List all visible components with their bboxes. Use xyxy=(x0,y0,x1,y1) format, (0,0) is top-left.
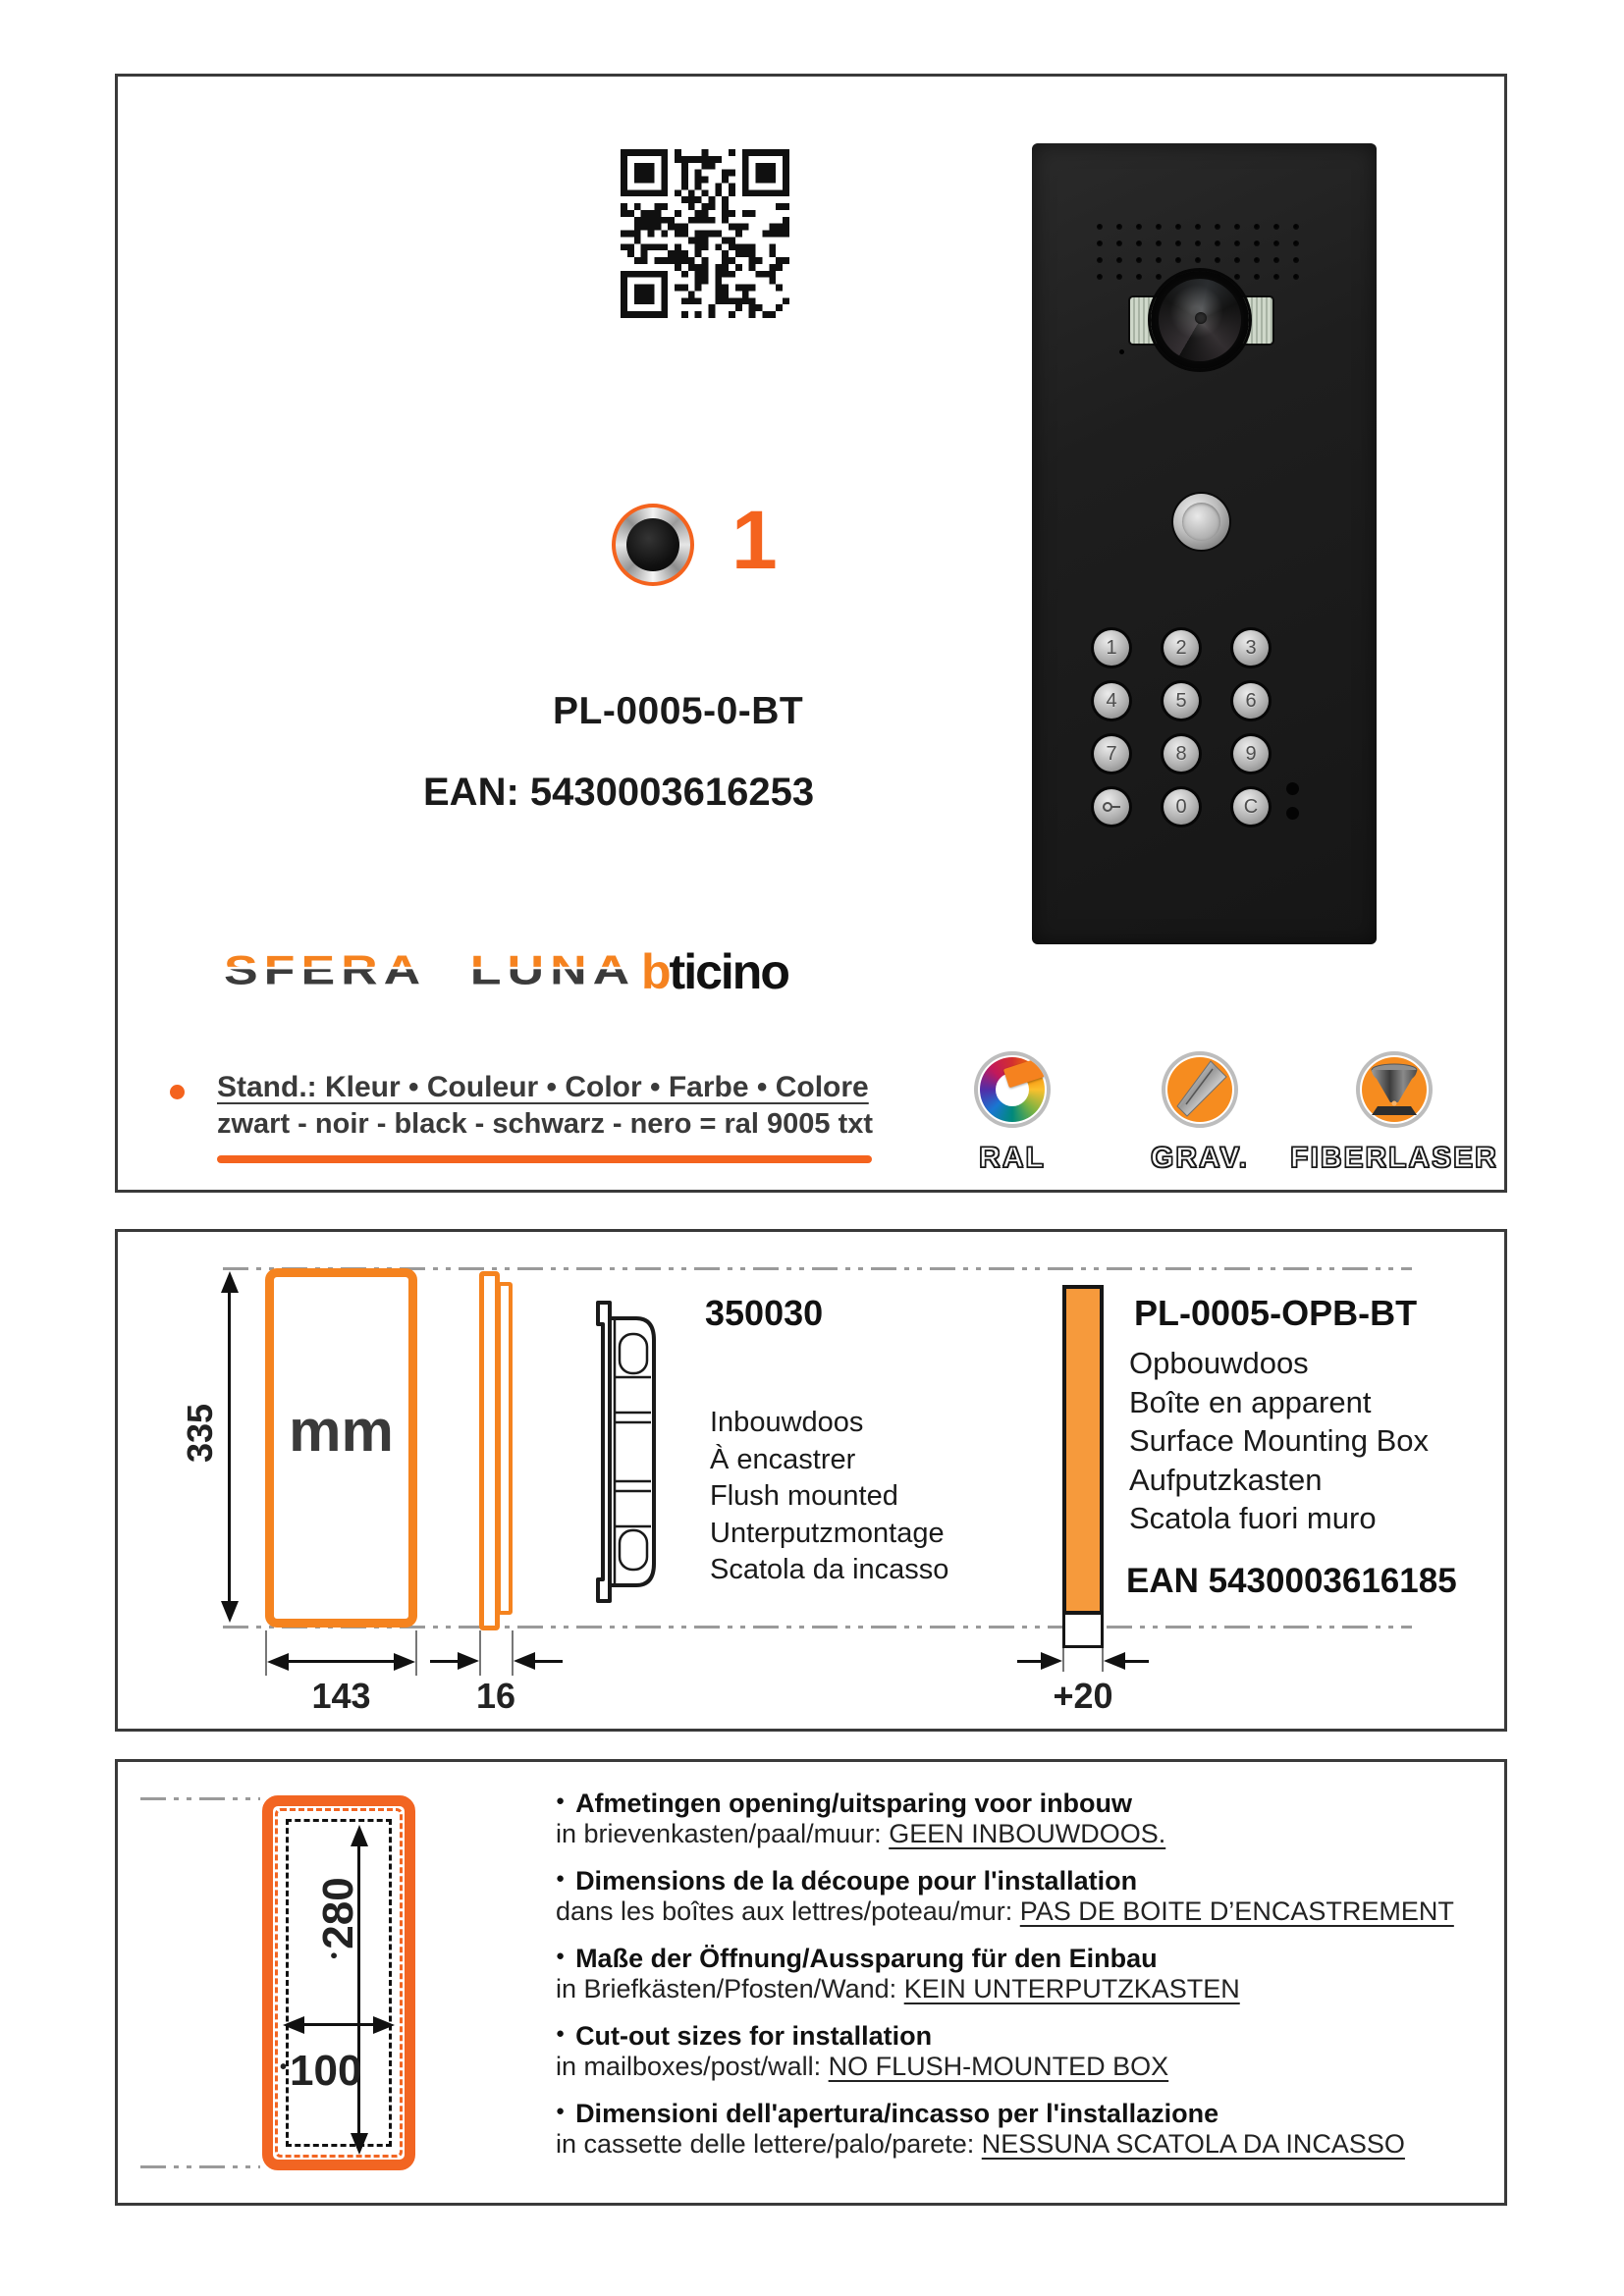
note-title: ● Afmetingen opening/uitsparing voor inbouw xyxy=(556,1789,1133,1818)
bticino-rest: ticino xyxy=(669,944,788,999)
flush-box-descriptions xyxy=(710,1405,948,1589)
keypad-button-8 xyxy=(1164,736,1199,772)
surface-arrow-stub xyxy=(1017,1660,1041,1663)
bullet-icon: ● xyxy=(556,1948,566,1964)
cutout-width-arrow xyxy=(283,2015,395,2035)
note-it xyxy=(556,2096,1479,2160)
note-sub: in mailboxes/post/wall: NO FLUSH-MOUNTED BOX xyxy=(556,2052,1169,2081)
flush-line: Unterputzmontage xyxy=(710,1517,945,1549)
note-en xyxy=(556,2018,1479,2082)
flush-line: Flush mounted xyxy=(710,1480,898,1513)
cutout-height-label: •280 xyxy=(314,1877,362,1959)
engraving-tool-icon xyxy=(1169,1059,1230,1120)
surface-line: Boîte en apparent xyxy=(1129,1384,1372,1419)
flush-line: À encastrer xyxy=(710,1443,856,1475)
flush-line: Scatola da incasso xyxy=(710,1554,949,1586)
note-sub: in cassette delle lettere/palo/parete: NESSUNA SCATOLA DA INCASSO xyxy=(556,2129,1405,2159)
height-dimension-label: 335 xyxy=(180,1403,220,1464)
color-standard-value: zwart - noir - black - schwarz - nero = ral 9005 txt xyxy=(217,1108,874,1140)
surface-line: Surface Mounting Box xyxy=(1129,1423,1430,1459)
depth-arrow-head xyxy=(458,1652,479,1670)
accent-divider xyxy=(217,1155,872,1163)
extension-line xyxy=(415,1630,417,1676)
depth-dimension-label: 16 xyxy=(475,1676,516,1716)
depth-arrow-head xyxy=(514,1652,535,1670)
note-title: ● Dimensions de la découpe pour l'installation xyxy=(556,1866,1138,1896)
cutout-notes xyxy=(556,1786,1479,2173)
color-bullet-icon xyxy=(170,1085,185,1099)
product-ean: EAN: 5430003616253 xyxy=(423,771,815,814)
surface-box-code: PL-0005-OPB-BT xyxy=(1134,1293,1418,1333)
surface-arrow-head xyxy=(1104,1652,1125,1670)
note-title: ● Cut-out sizes for installation xyxy=(556,2021,933,2051)
cutout-width-label: •100 xyxy=(280,2047,362,2095)
height-dimension-arrow xyxy=(221,1271,239,1623)
intercom-panel-photo xyxy=(1032,143,1377,944)
bullet-icon: ● xyxy=(556,2103,566,2119)
note-nl xyxy=(556,1786,1479,1849)
dim-marker: • xyxy=(280,2056,288,2078)
front-panel-outline xyxy=(265,1268,417,1628)
note-fr xyxy=(556,1863,1479,1927)
color-standard-title: Stand.: Kleur • Couleur • Color • Farbe • Colore xyxy=(217,1071,869,1103)
keypad-button-label: 0 xyxy=(1175,795,1187,818)
ral-badge-label: RAL xyxy=(979,1142,1046,1174)
fiberlaser-badge-icon xyxy=(1356,1051,1433,1128)
surface-box-extension xyxy=(1062,1615,1104,1648)
surface-depth-label: +20 xyxy=(1053,1676,1113,1716)
key-icon xyxy=(1103,801,1120,813)
keypad-button-label: C xyxy=(1243,795,1259,818)
brand-logo-bticino xyxy=(641,944,788,999)
note-de xyxy=(556,1941,1479,2004)
flush-line: Inbouwdoos xyxy=(710,1407,864,1438)
engraving-badge-label: GRAV. xyxy=(1150,1142,1250,1174)
extension-line xyxy=(479,1630,481,1676)
call-button-sample-icon xyxy=(612,504,694,586)
surface-box-ean: EAN 5430003616185 xyxy=(1126,1562,1457,1600)
keypad-button-6 xyxy=(1233,683,1269,719)
flush-box-code: 350030 xyxy=(705,1293,824,1333)
centerline-bottom xyxy=(140,2165,260,2168)
microphone-hole xyxy=(1119,349,1124,354)
product-identity-section xyxy=(115,74,1507,1193)
camera-center-dot xyxy=(1195,312,1207,324)
keypad xyxy=(1094,630,1269,825)
keypad-button-2 xyxy=(1164,630,1199,666)
surface-arrow-stub xyxy=(1125,1660,1149,1663)
unit-label: mm xyxy=(289,1397,394,1464)
brand-logo-sfera-luna: SFERA LUNA xyxy=(224,947,636,993)
centerline-top xyxy=(140,1797,260,1800)
laser-head-icon xyxy=(1364,1059,1425,1120)
keypad-button-label: 2 xyxy=(1175,636,1187,659)
width-dimension-arrow xyxy=(267,1652,415,1672)
note-sub: dans les boîtes aux lettres/poteau/mur: PAS DE BOITE D’ENCASTREMENT xyxy=(556,1896,1454,1926)
keypad-button-label: 8 xyxy=(1175,742,1187,765)
depth-arrow-stub xyxy=(535,1660,563,1663)
keypad-button-7 xyxy=(1094,736,1129,772)
fiberlaser-badge-label: FIBERLASER xyxy=(1290,1142,1498,1174)
keypad-button-label: 6 xyxy=(1245,689,1257,712)
keypad-button-key xyxy=(1094,789,1129,825)
depth-arrow-stub xyxy=(430,1660,458,1663)
keypad-button-3 xyxy=(1233,630,1269,666)
note-sub: in Briefkästen/Pfosten/Wand: KEIN UNTERPUTZKASTEN xyxy=(556,1974,1240,2003)
surface-box-side-view xyxy=(1062,1285,1104,1615)
bullet-icon: ● xyxy=(556,1792,566,1809)
bticino-b: b xyxy=(641,944,670,999)
surface-arrow-head xyxy=(1041,1652,1062,1670)
engraving-badge-icon xyxy=(1162,1051,1238,1128)
note-title: ● Maße der Öffnung/Aussparung für den Einbau xyxy=(556,1944,1158,1973)
surface-line: Aufputzkasten xyxy=(1129,1462,1323,1497)
status-led-top xyxy=(1286,782,1299,795)
product-code: PL-0005-0-BT xyxy=(553,690,804,732)
flush-mount-box-drawing xyxy=(595,1295,662,1609)
keypad-button-C xyxy=(1233,789,1269,825)
keypad-button-label: 9 xyxy=(1245,742,1257,765)
surface-line: Scatola fuori muro xyxy=(1129,1501,1377,1536)
keypad-button-label: 3 xyxy=(1245,636,1257,659)
keypad-button-4 xyxy=(1094,683,1129,719)
bullet-icon: ● xyxy=(556,2025,566,2042)
cutout-section xyxy=(115,1759,1507,2206)
keypad-button-1 xyxy=(1094,630,1129,666)
keypad-button-5 xyxy=(1164,683,1199,719)
note-sub: in brievenkasten/paal/muur: GEEN INBOUWDOOS. xyxy=(556,1819,1166,1848)
button-count: 1 xyxy=(731,494,778,586)
extension-line xyxy=(1062,1648,1064,1672)
surface-line: Opbouwdoos xyxy=(1129,1346,1309,1380)
bullet-icon: ● xyxy=(556,1870,566,1887)
keypad-button-9 xyxy=(1233,736,1269,772)
dim-marker: • xyxy=(324,1951,346,1959)
note-title: ● Dimensioni dell'apertura/incasso per l'installazione xyxy=(556,2099,1219,2128)
keypad-button-label: 1 xyxy=(1106,636,1117,659)
keypad-button-label: 7 xyxy=(1106,742,1117,765)
keypad-button-label: 5 xyxy=(1175,689,1187,712)
call-button xyxy=(1173,494,1229,550)
keypad-button-label: 4 xyxy=(1106,689,1117,712)
surface-box-descriptions xyxy=(1129,1344,1429,1538)
dimensions-section xyxy=(115,1229,1507,1732)
panel-side-view-front xyxy=(479,1271,500,1630)
status-led-bottom xyxy=(1286,807,1299,820)
width-dimension-label: 143 xyxy=(311,1676,371,1716)
qr-code xyxy=(621,149,789,318)
ral-badge-icon xyxy=(974,1051,1051,1128)
keypad-button-0 xyxy=(1164,789,1199,825)
